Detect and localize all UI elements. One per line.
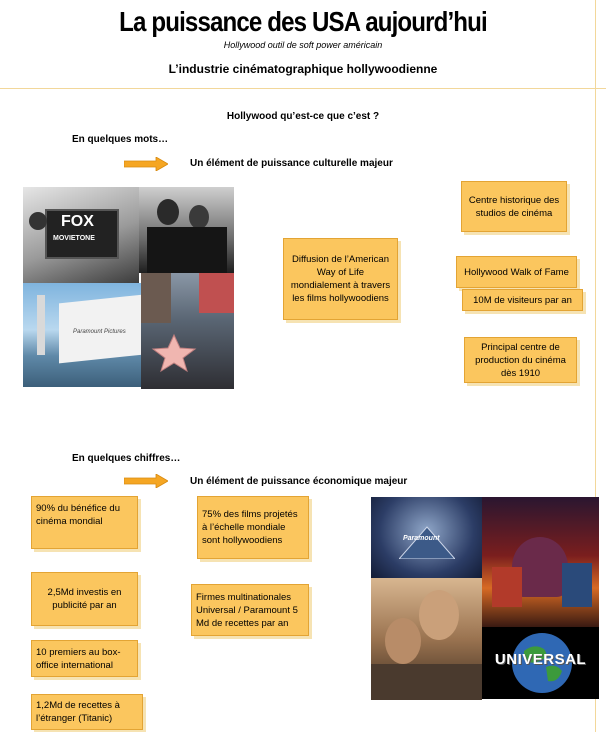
box-office-box: 10 premiers au box-office international — [31, 640, 138, 677]
arrow-right-icon — [124, 474, 168, 488]
in-numbers-label: En quelques chiffres… — [72, 453, 181, 464]
films-share-box: 75% des films projetés à l’échelle mondiale sont hollywoodiens — [197, 496, 309, 559]
profit-box: 90% du bénéfice du cinéma mondial — [31, 496, 138, 549]
historic-centre-box: Centre historique des studios de cinéma — [461, 181, 567, 232]
walk-of-fame-photo — [141, 273, 234, 389]
paramount-logo-photo — [371, 497, 482, 582]
walk-of-fame-box: Hollywood Walk of Fame — [456, 256, 577, 288]
avengers-poster-photo — [482, 497, 599, 627]
paramount-small-text: Paramount — [403, 535, 440, 542]
economic-heading: Un élément de puissance économique majeur — [190, 476, 408, 487]
page-subtitle: Hollywood outil de soft power américain — [223, 40, 383, 50]
in-words-label: En quelques mots… — [72, 134, 169, 145]
titanic-poster-photo — [371, 578, 482, 700]
mountain-icon — [399, 525, 455, 559]
question-heading: Hollywood qu’est-ce que c’est ? — [226, 111, 380, 122]
universal-text: UNIVERSAL — [494, 651, 587, 668]
fox-logo-text: FOX — [61, 213, 94, 230]
titanic-box: 1,2Md de recettes à l’étranger (Titanic) — [31, 694, 143, 730]
paramount-studio-photo — [23, 283, 143, 387]
advertising-box: 2,5Md investis en publicité par an — [31, 572, 138, 626]
chaplin-film-photo — [139, 187, 234, 273]
fox-movietone-camera-photo — [23, 187, 139, 283]
star-icon — [149, 333, 199, 373]
page-title: La puissance des USA aujourd’hui — [119, 6, 487, 37]
cultural-heading: Un élément de puissance culturelle majeur — [190, 158, 393, 169]
section-heading: L’industrie cinématographique hollywoodienne — [168, 62, 438, 76]
production-centre-box: Principal centre de production du cinéma dès 1910 — [464, 337, 577, 383]
divider — [0, 88, 606, 89]
visitors-box: 10M de visiteurs par an — [462, 289, 583, 311]
movietone-text: MOVIETONE — [53, 235, 95, 242]
arrow-right-icon — [124, 157, 168, 171]
paramount-sign-text: Paramount Pictures — [73, 329, 126, 335]
universal-logo-photo — [482, 627, 599, 699]
diffusion-box: Diffusion de l’American Way of Life mondialement à travers les films hollywoodiens — [283, 238, 398, 320]
multinationals-box: Firmes multinationales Universal / Paramount 5 Md de recettes par an — [191, 584, 309, 636]
